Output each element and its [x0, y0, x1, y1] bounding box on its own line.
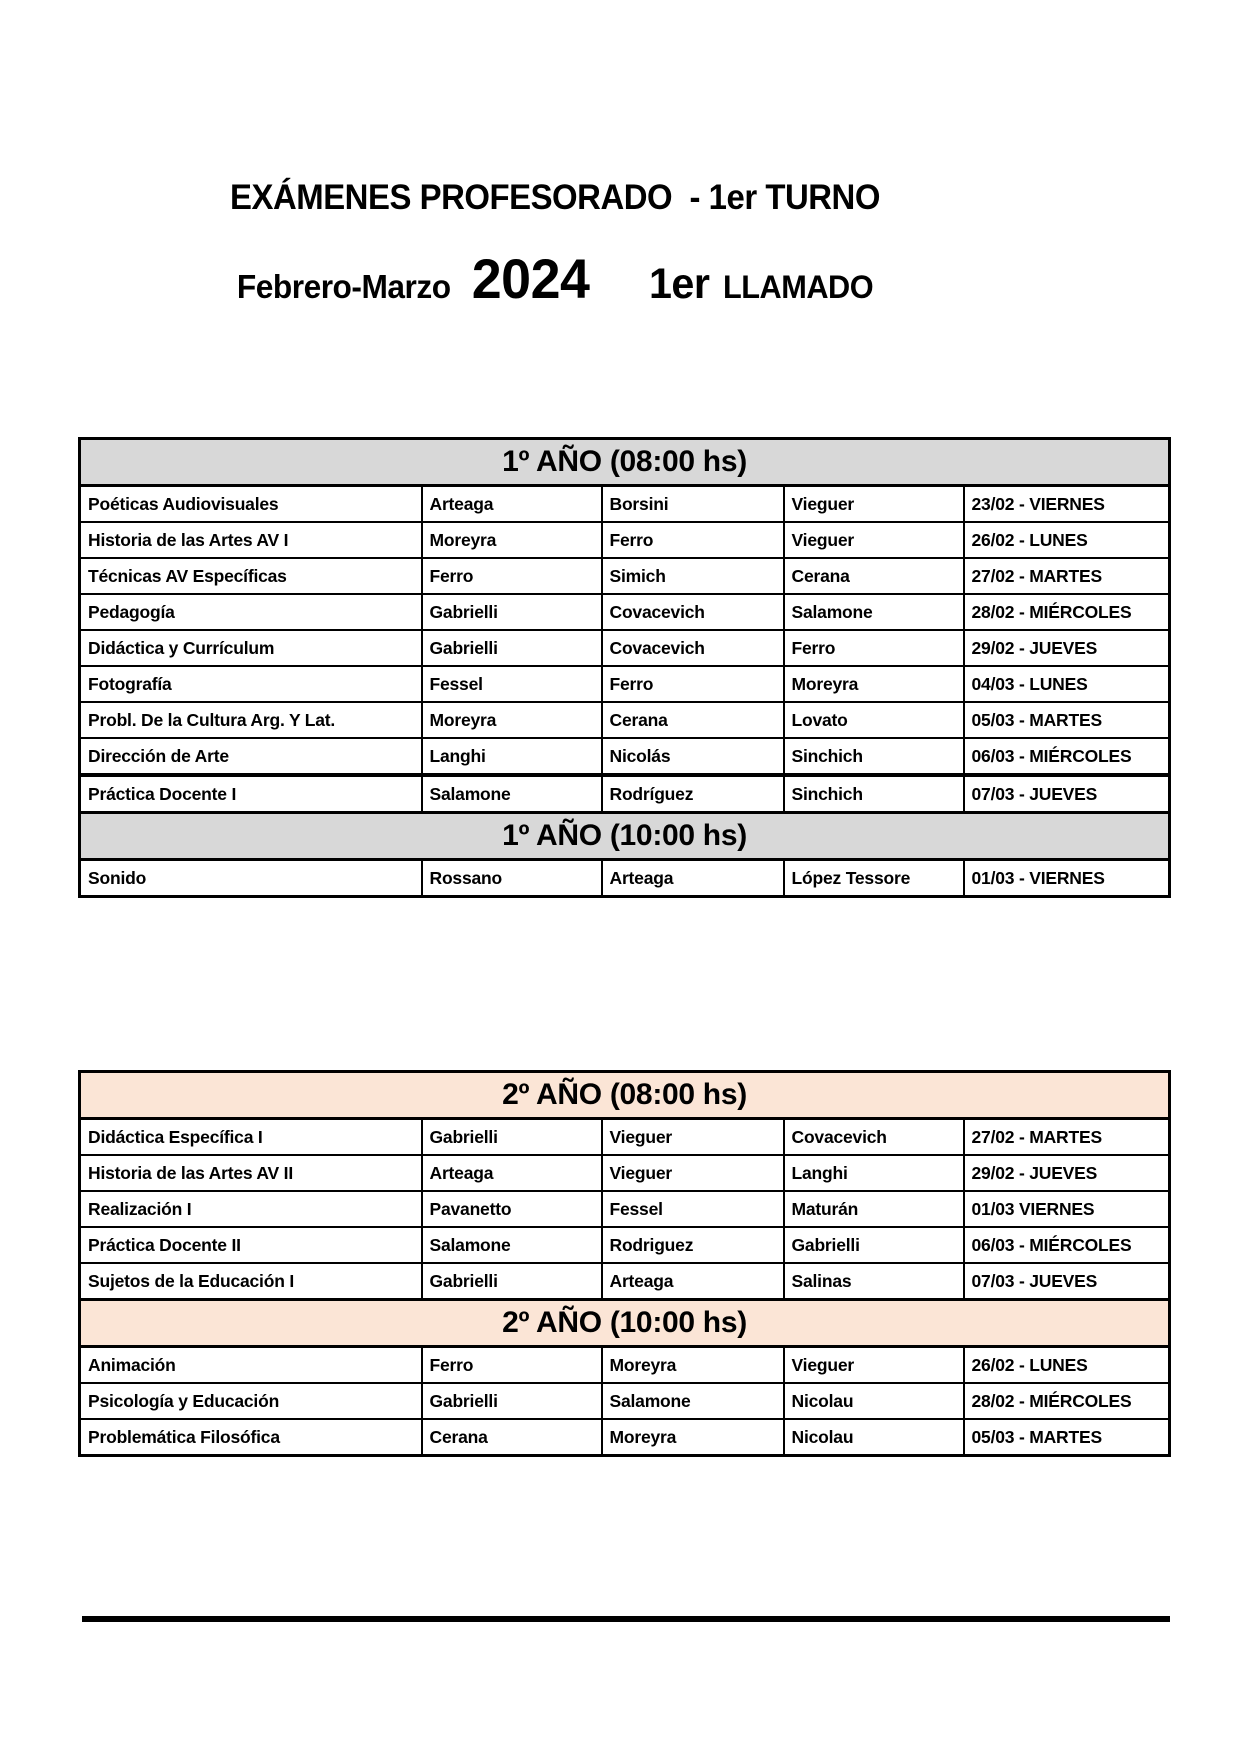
course-cell: Didáctica Específica I: [80, 1119, 422, 1156]
date-cell: 26/02 - LUNES: [964, 1347, 1170, 1384]
examiner-1-cell: Gabrielli: [422, 594, 602, 630]
examiner-2-cell: Borsini: [602, 486, 784, 523]
examiner-3-cell: Lovato: [784, 702, 964, 738]
document-title: EXÁMENES PROFESORADO - 1er TURNO: [230, 178, 880, 217]
document-subtitle: [22, 246, 1088, 311]
examiner-2-cell: Arteaga: [602, 1263, 784, 1300]
table-row: [80, 775, 1170, 813]
course-cell: Sonido: [80, 860, 422, 897]
examiner-1-cell: Ferro: [422, 558, 602, 594]
examiner-1-cell: Moreyra: [422, 702, 602, 738]
section-header-row: [80, 813, 1170, 860]
examiner-2-cell: Covacevich: [602, 630, 784, 666]
course-cell: Técnicas AV Específicas: [80, 558, 422, 594]
examiner-3-cell: Vieguer: [784, 486, 964, 523]
date-cell: 06/03 - MIÉRCOLES: [964, 1227, 1170, 1263]
examiner-2-cell: Salamone: [602, 1383, 784, 1419]
examiner-1-cell: Arteaga: [422, 486, 602, 523]
examiner-2-cell: Moreyra: [602, 1419, 784, 1456]
table-row: [80, 1263, 1170, 1300]
examiner-1-cell: Gabrielli: [422, 1263, 602, 1300]
examiner-3-cell: López Tessore: [784, 860, 964, 897]
examiner-3-cell: Salamone: [784, 594, 964, 630]
examiner-3-cell: Gabrielli: [784, 1227, 964, 1263]
examiner-2-cell: Rodríguez: [602, 775, 784, 813]
examiner-3-cell: Vieguer: [784, 522, 964, 558]
examiner-2-cell: Cerana: [602, 702, 784, 738]
course-cell: Sujetos de la Educación I: [80, 1263, 422, 1300]
bottom-rule: [82, 1616, 1170, 1622]
section-title: 2º AÑO (08:00 hs): [80, 1072, 1170, 1119]
date-cell: 05/03 - MARTES: [964, 1419, 1170, 1456]
course-cell: Fotografía: [80, 666, 422, 702]
course-cell: Probl. De la Cultura Arg. Y Lat.: [80, 702, 422, 738]
course-cell: Animación: [80, 1347, 422, 1384]
examiner-1-cell: Rossano: [422, 860, 602, 897]
table-row: [80, 1347, 1170, 1384]
examiner-3-cell: Nicolau: [784, 1419, 964, 1456]
date-cell: 01/03 - VIERNES: [964, 860, 1170, 897]
examiner-2-cell: Ferro: [602, 666, 784, 702]
subtitle-call-number: 1er: [648, 260, 710, 308]
course-cell: Historia de las Artes AV II: [80, 1155, 422, 1191]
course-cell: Problemática Filosófica: [80, 1419, 422, 1456]
course-cell: Pedagogía: [80, 594, 422, 630]
examiner-1-cell: Ferro: [422, 1347, 602, 1384]
date-cell: 29/02 - JUEVES: [964, 630, 1170, 666]
examiner-2-cell: Fessel: [602, 1191, 784, 1227]
course-cell: Realización I: [80, 1191, 422, 1227]
table-row: [80, 1383, 1170, 1419]
section-title: 1º AÑO (08:00 hs): [80, 439, 1170, 486]
examiner-1-cell: Gabrielli: [422, 630, 602, 666]
examiner-2-cell: Arteaga: [602, 860, 784, 897]
exam-table-second-year: [78, 1070, 1168, 1457]
section-header-row: [80, 439, 1170, 486]
date-cell: 04/03 - LUNES: [964, 666, 1170, 702]
examiner-3-cell: Covacevich: [784, 1119, 964, 1156]
examiner-1-cell: Cerana: [422, 1419, 602, 1456]
table-row: [80, 860, 1170, 897]
examiner-3-cell: Vieguer: [784, 1347, 964, 1384]
date-cell: 28/02 - MIÉRCOLES: [964, 594, 1170, 630]
examiner-2-cell: Rodriguez: [602, 1227, 784, 1263]
examiner-3-cell: Moreyra: [784, 666, 964, 702]
examiner-3-cell: Sinchich: [784, 738, 964, 775]
table-row: [80, 702, 1170, 738]
examiner-1-cell: Gabrielli: [422, 1383, 602, 1419]
section-header-row: [80, 1072, 1170, 1119]
examiner-3-cell: Langhi: [784, 1155, 964, 1191]
date-cell: 28/02 - MIÉRCOLES: [964, 1383, 1170, 1419]
examiner-1-cell: Moreyra: [422, 522, 602, 558]
subtitle-call-label: LLAMADO: [722, 269, 874, 305]
table-row: [80, 1419, 1170, 1456]
course-cell: Práctica Docente II: [80, 1227, 422, 1263]
course-cell: Didáctica y Currículum: [80, 630, 422, 666]
course-cell: Práctica Docente I: [80, 775, 422, 813]
examiner-1-cell: Salamone: [422, 1227, 602, 1263]
examiner-1-cell: Pavanetto: [422, 1191, 602, 1227]
examiner-2-cell: Covacevich: [602, 594, 784, 630]
examiner-2-cell: Nicolás: [602, 738, 784, 775]
table-row: [80, 1191, 1170, 1227]
exam-table-first-year: [78, 437, 1168, 898]
table-row: [80, 1119, 1170, 1156]
examiner-1-cell: Gabrielli: [422, 1119, 602, 1156]
examiner-3-cell: Salinas: [784, 1263, 964, 1300]
subtitle-month-range: Febrero-Marzo: [236, 268, 451, 305]
examiner-2-cell: Moreyra: [602, 1347, 784, 1384]
table-row: [80, 1155, 1170, 1191]
date-cell: 07/03 - JUEVES: [964, 775, 1170, 813]
course-cell: Dirección de Arte: [80, 738, 422, 775]
table-row: [80, 738, 1170, 775]
table-row: [80, 1227, 1170, 1263]
section-header-row: [80, 1300, 1170, 1347]
course-cell: Psicología y Educación: [80, 1383, 422, 1419]
date-cell: 06/03 - MIÉRCOLES: [964, 738, 1170, 775]
table-row: [80, 558, 1170, 594]
table-row: [80, 594, 1170, 630]
table-row: [80, 666, 1170, 702]
date-cell: 27/02 - MARTES: [964, 558, 1170, 594]
date-cell: 01/03 VIERNES: [964, 1191, 1170, 1227]
date-cell: 23/02 - VIERNES: [964, 486, 1170, 523]
examiner-2-cell: Vieguer: [602, 1119, 784, 1156]
date-cell: 07/03 - JUEVES: [964, 1263, 1170, 1300]
examiner-1-cell: Salamone: [422, 775, 602, 813]
date-cell: 27/02 - MARTES: [964, 1119, 1170, 1156]
examiner-2-cell: Vieguer: [602, 1155, 784, 1191]
examiner-2-cell: Simich: [602, 558, 784, 594]
course-cell: Historia de las Artes AV I: [80, 522, 422, 558]
section-title: 2º AÑO (10:00 hs): [80, 1300, 1170, 1347]
table-row: [80, 522, 1170, 558]
examiner-3-cell: Nicolau: [784, 1383, 964, 1419]
course-cell: Poéticas Audiovisuales: [80, 486, 422, 523]
title-block: [0, 178, 1110, 311]
examiner-2-cell: Ferro: [602, 522, 784, 558]
examiner-3-cell: Ferro: [784, 630, 964, 666]
examiner-1-cell: Arteaga: [422, 1155, 602, 1191]
table-row: [80, 486, 1170, 523]
section-title: 1º AÑO (10:00 hs): [80, 813, 1170, 860]
examiner-3-cell: Cerana: [784, 558, 964, 594]
examiner-1-cell: Langhi: [422, 738, 602, 775]
exam-table: [78, 437, 1171, 898]
subtitle-year: 2024: [471, 247, 590, 310]
date-cell: 26/02 - LUNES: [964, 522, 1170, 558]
date-cell: 05/03 - MARTES: [964, 702, 1170, 738]
exam-table: [78, 1070, 1171, 1457]
table-row: [80, 630, 1170, 666]
date-cell: 29/02 - JUEVES: [964, 1155, 1170, 1191]
examiner-3-cell: Maturán: [784, 1191, 964, 1227]
examiner-1-cell: Fessel: [422, 666, 602, 702]
examiner-3-cell: Sinchich: [784, 775, 964, 813]
